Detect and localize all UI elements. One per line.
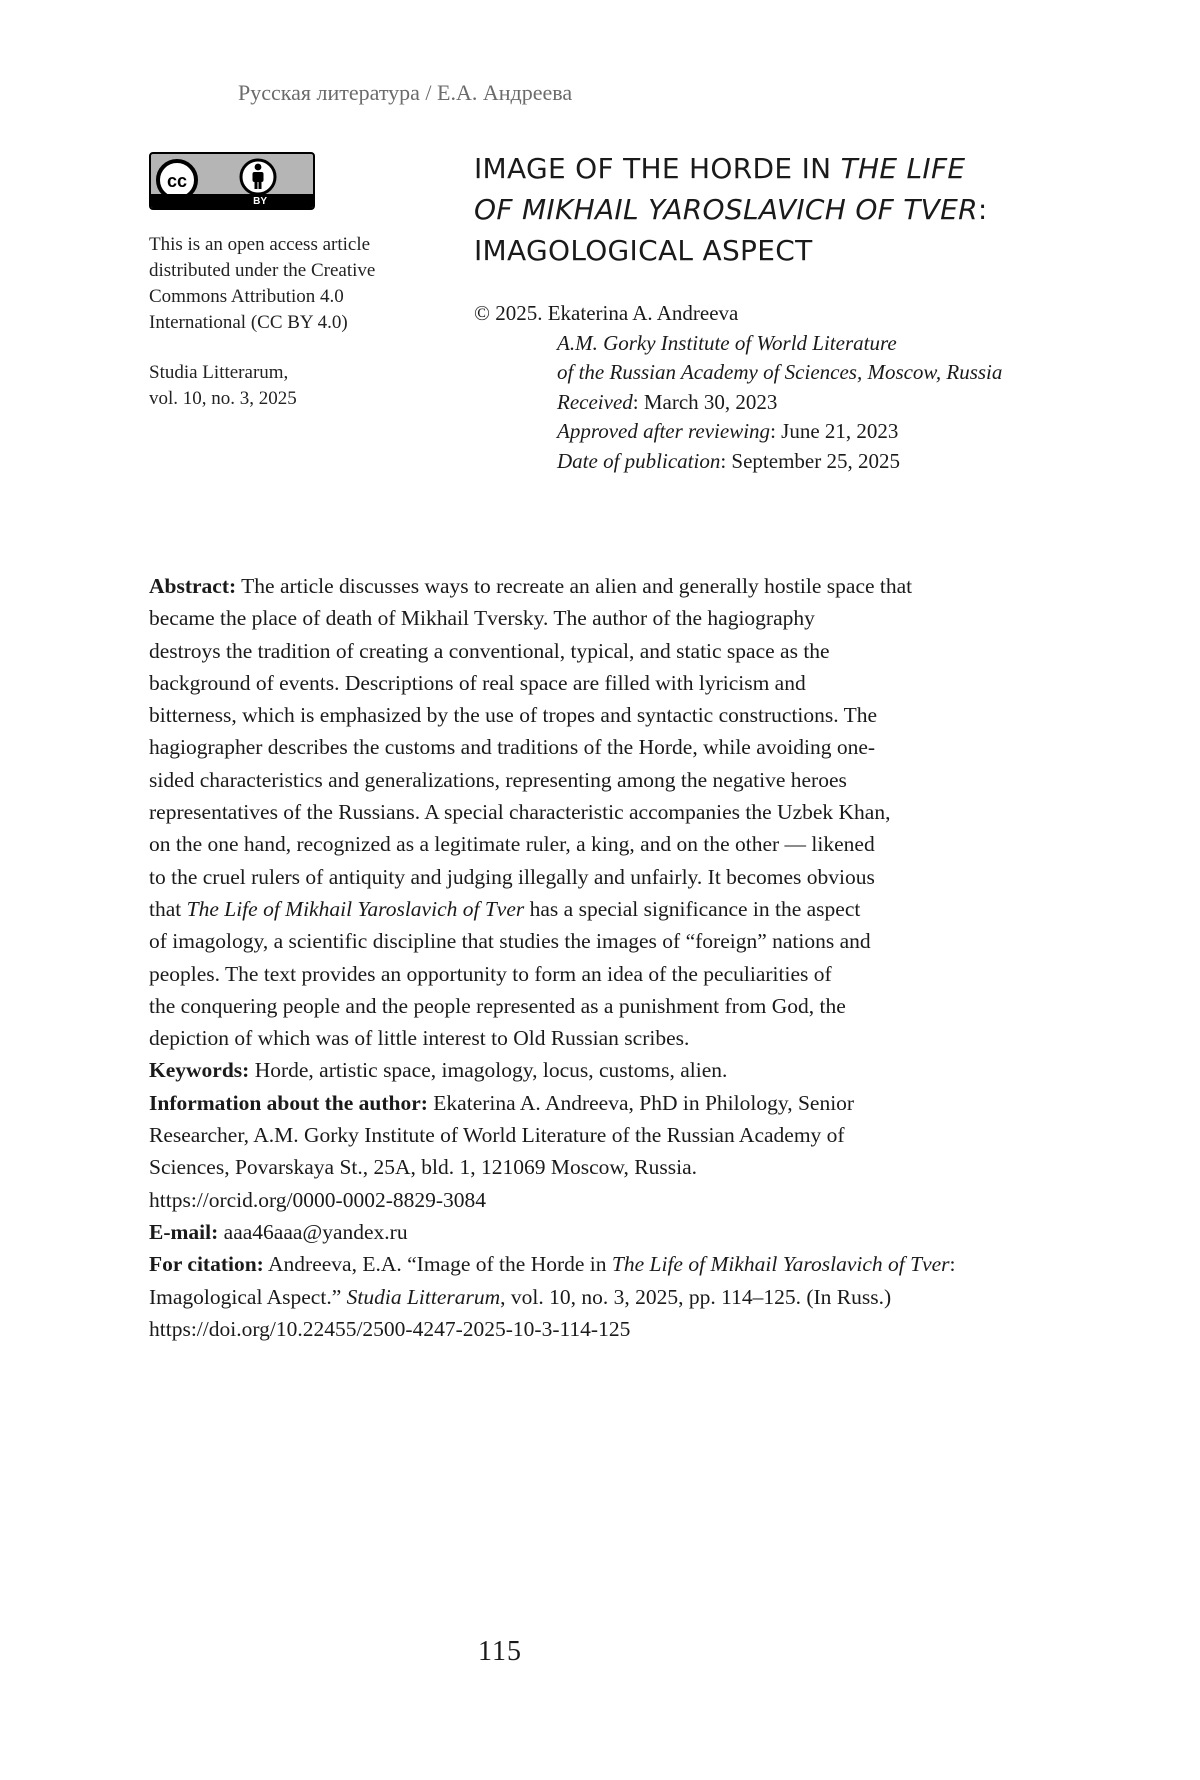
citation-text: :	[949, 1252, 956, 1277]
abstract-line: the conquering people and the people represented as a punishment from God, the	[149, 993, 846, 1018]
cc-by-icon[interactable]	[149, 152, 315, 210]
running-header: Русская литература / Е.А. Андреева	[238, 80, 573, 105]
license-statement	[149, 232, 419, 336]
abstract-line: became the place of death of Mikhail Tversky. The author of the hagiography	[149, 606, 815, 631]
author-info-text: Ekaterina A. Andreeva, PhD in Philology, Senior	[427, 1090, 855, 1115]
citation-label: For citation:	[149, 1252, 264, 1277]
author-info-label: Information about the author:	[149, 1090, 428, 1115]
abstract-line: on the one hand, recognized as a legitimate ruler, a king, and on the other — likened	[149, 832, 875, 857]
abstract-label: Abstract:	[149, 574, 237, 598]
svg-text:cc: cc	[166, 171, 188, 191]
page-number: 115	[478, 1636, 522, 1667]
abstract-line	[149, 570, 1089, 602]
doi-link[interactable]: https://doi.org/10.22455/2500-4247-2025-10-3-114-125	[149, 1316, 631, 1341]
orcid-link[interactable]: https://orcid.org/0000-0002-8829-3084	[149, 1187, 487, 1212]
email-link[interactable]: aaa46aaa@yandex.ru	[218, 1219, 408, 1244]
published-label: Date of publication	[557, 448, 721, 473]
abstract-line: hagiographer describes the customs and traditions of the Horde, while avoiding one-	[149, 735, 876, 760]
license-line: International (CC BY 4.0)	[149, 312, 348, 333]
journal-title-italic: Studia Litterarum	[346, 1284, 501, 1309]
author-info-line: Researcher, A.M. Gorky Institute of World Literature of the Russian Academy of	[149, 1123, 845, 1148]
abstract-text: that	[149, 896, 187, 921]
abstract-line: background of events. Descriptions of real space are filled with lyricism and	[149, 670, 806, 695]
citation-line	[149, 1248, 1089, 1280]
attribution-person-icon	[238, 157, 278, 197]
work-title-italic: The Life of Mikhail Yaroslavich of Tver	[186, 896, 525, 921]
citation-text: , vol. 10, no. 3, 2025, pp. 114–125. (In Russ.)	[500, 1284, 892, 1309]
received-label: Received	[557, 389, 633, 414]
abstract-line: depiction of which was of little interest to Old Russian scribes.	[149, 1026, 690, 1051]
abstract	[149, 570, 1089, 1054]
article-header	[474, 148, 1114, 476]
abstract-line: destroys the tradition of creating a conventional, typical, and static space as the	[149, 638, 830, 663]
email	[149, 1216, 1089, 1248]
abstract-line: representatives of the Russians. A special characteristic accompanies the Uzbek Khan,	[149, 800, 891, 825]
email-label: E-mail:	[149, 1219, 219, 1244]
published-value: : September 25, 2025	[720, 448, 900, 473]
abstract-text: The article discusses ways to recreate an alien and generally hostile space that	[236, 574, 913, 598]
article-metadata	[149, 570, 1089, 1345]
badge-by-label: BY	[253, 196, 267, 207]
publication-date	[474, 447, 1114, 477]
title-italic: THE LIFE	[840, 152, 966, 185]
citation	[149, 1248, 1089, 1345]
citation-text: Andreeva, E.A. “Image of the Horde in	[263, 1252, 612, 1277]
abstract-line: to the cruel rulers of antiquity and judging illegally and unfairly. It becomes obvious	[149, 864, 875, 889]
received-value: : March 30, 2023	[632, 389, 778, 414]
license-line: This is an open access article	[149, 234, 371, 255]
copyright-author: © 2025. Ekaterina A. Andreeva	[474, 301, 739, 325]
approved-value: : June 21, 2023	[770, 419, 899, 443]
keywords-label: Keywords:	[149, 1058, 250, 1083]
affiliation: of the Russian Academy of Sciences, Moscow, Russia	[557, 360, 1003, 384]
abstract-line: peoples. The text provides an opportunity to form an idea of the peculiarities of	[149, 961, 832, 986]
journal-issue: vol. 10, no. 3, 2025	[149, 388, 297, 409]
abstract-text: has a special significance in the aspect	[524, 896, 861, 921]
journal-name: Studia Litterarum,	[149, 362, 289, 383]
license-line: distributed under the Creative	[149, 260, 376, 281]
author-info-line: Sciences, Povarskaya St., 25A, bld. 1, 121069 Moscow, Russia.	[149, 1155, 698, 1180]
abstract-line	[149, 893, 1089, 925]
abstract-line: sided characteristics and generalizations, representing among the negative heroes	[149, 767, 847, 792]
author-info	[149, 1087, 1089, 1216]
received-date	[474, 388, 1114, 418]
keywords-line	[149, 1054, 1089, 1086]
license-line: Commons Attribution 4.0	[149, 286, 344, 307]
article-title	[474, 148, 1114, 271]
affiliation: A.M. Gorky Institute of World Literature	[557, 330, 897, 355]
title-text: IMAGOLOGICAL ASPECT	[474, 234, 813, 267]
abstract-line: bitterness, which is emphasized by the use of tropes and syntactic constructions. The	[149, 703, 878, 728]
keywords-text: Horde, artistic space, imagology, locus, customs, alien.	[249, 1058, 728, 1083]
journal-info	[149, 360, 419, 412]
citation-text: Imagological Aspect.”	[149, 1284, 347, 1309]
title-text: IMAGE OF THE HORDE IN	[474, 152, 841, 185]
abstract-line: of imagology, a scientific discipline that studies the images of “foreign” nations and	[149, 929, 871, 954]
author-info-line	[149, 1087, 1089, 1119]
keywords	[149, 1054, 1089, 1086]
license-column	[149, 152, 419, 412]
author-block	[474, 299, 1114, 476]
citation-line	[149, 1281, 1089, 1313]
work-title-italic: The Life of Mikhail Yaroslavich of Tver	[611, 1252, 950, 1277]
approved-label: Approved after reviewing	[557, 419, 771, 443]
approved-date	[474, 417, 1114, 447]
email-line	[149, 1216, 1089, 1248]
badge-strip	[151, 194, 313, 208]
title-italic: OF MIKHAIL YAROSLAVICH OF TVER	[474, 193, 978, 226]
title-text: :	[977, 193, 988, 226]
